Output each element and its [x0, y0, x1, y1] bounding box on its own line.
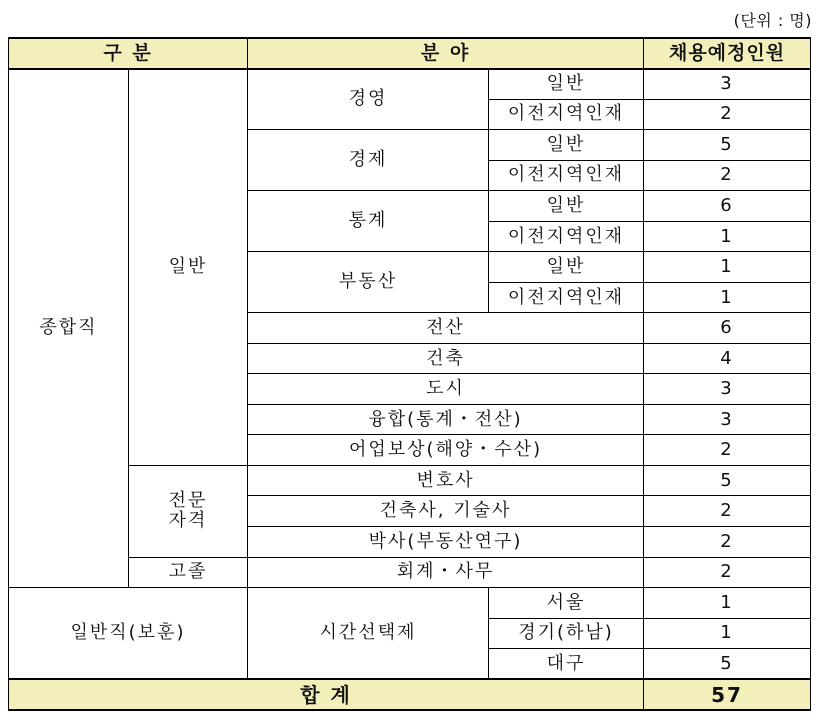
group-general-support: 일반직(보훈) — [9, 588, 248, 680]
field-urban: 도시 — [248, 374, 644, 405]
count-cell: 6 — [644, 191, 811, 222]
field-parttime: 시간선택제 — [248, 588, 489, 680]
count-cell: 5 — [644, 130, 811, 161]
subtype-general: 일반 — [489, 191, 644, 222]
count-cell: 5 — [644, 649, 811, 680]
group-general: 일반 — [129, 69, 248, 466]
recruitment-table — [8, 37, 811, 711]
count-cell: 1 — [644, 618, 811, 649]
field-statistics: 통계 — [248, 191, 489, 252]
field-realestate: 부동산 — [248, 252, 489, 313]
total-label: 합 계 — [9, 679, 644, 710]
field-economics: 경제 — [248, 130, 489, 191]
region-gyeonggi: 경기(하남) — [489, 618, 644, 649]
table-row — [9, 465, 811, 496]
count-cell: 1 — [644, 588, 811, 619]
count-cell: 6 — [644, 313, 811, 344]
group-highschool: 고졸 — [129, 557, 248, 588]
group-comprehensive: 종합직 — [9, 69, 129, 588]
subtype-relocation: 이전지역인재 — [489, 99, 644, 130]
region-seoul: 서울 — [489, 588, 644, 619]
table-row — [9, 588, 811, 619]
count-cell: 1 — [644, 221, 811, 252]
field-architecture: 건축 — [248, 343, 644, 374]
group-specialist: 전문 자격 — [129, 465, 248, 557]
count-cell: 3 — [644, 404, 811, 435]
count-cell: 1 — [644, 252, 811, 283]
count-cell: 2 — [644, 496, 811, 527]
field-lawyer: 변호사 — [248, 465, 644, 496]
header-field: 분 야 — [248, 38, 644, 69]
count-cell: 2 — [644, 527, 811, 558]
header-row — [9, 38, 811, 69]
region-daegu: 대구 — [489, 649, 644, 680]
unit-label: (단위 : 명) — [733, 11, 812, 30]
count-cell: 2 — [644, 435, 811, 466]
field-management: 경영 — [248, 69, 489, 130]
count-cell: 3 — [644, 69, 811, 100]
subtype-general: 일반 — [489, 130, 644, 161]
count-cell: 2 — [644, 160, 811, 191]
total-row — [9, 679, 811, 710]
count-cell: 4 — [644, 343, 811, 374]
field-architect-engineer: 건축사, 기술사 — [248, 496, 644, 527]
count-cell: 2 — [644, 99, 811, 130]
field-convergence: 융합(통계・전산) — [248, 404, 644, 435]
subtype-relocation: 이전지역인재 — [489, 221, 644, 252]
count-cell: 2 — [644, 557, 811, 588]
count-cell: 3 — [644, 374, 811, 405]
subtype-relocation: 이전지역인재 — [489, 160, 644, 191]
field-phd: 박사(부동산연구) — [248, 527, 644, 558]
subtype-general: 일반 — [489, 252, 644, 283]
header-planned: 채용예정인원 — [644, 38, 811, 69]
table-row — [9, 69, 811, 100]
count-cell: 5 — [644, 465, 811, 496]
field-fishery: 어업보상(해양・수산) — [248, 435, 644, 466]
field-computing: 전산 — [248, 313, 644, 344]
table-row — [9, 557, 811, 588]
total-value: 57 — [644, 679, 811, 710]
header-division: 구 분 — [9, 38, 248, 69]
subtype-relocation: 이전지역인재 — [489, 282, 644, 313]
count-cell: 1 — [644, 282, 811, 313]
field-accounting: 회계・사무 — [248, 557, 644, 588]
subtype-general: 일반 — [489, 69, 644, 100]
